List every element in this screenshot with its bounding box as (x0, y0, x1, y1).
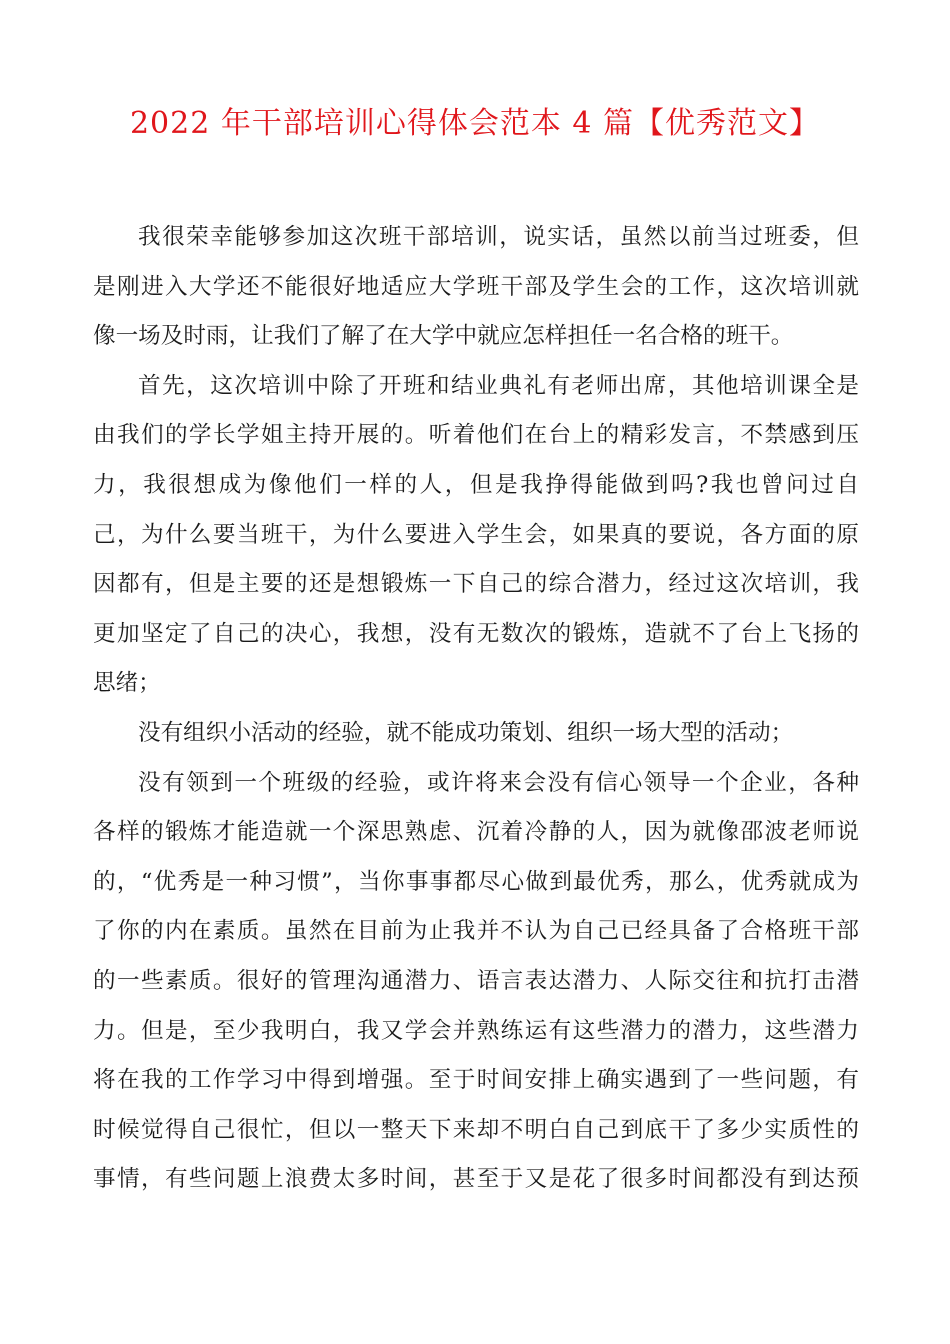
body-text-line: 由我们的学长学姐主持开展的。听着他们在台上的精彩发言，不禁感到压 (93, 422, 859, 449)
body-text-line: 时候觉得自己很忙，但以一整天下来却不明白自己到底干了多少实质性的 (93, 1116, 859, 1143)
body-text-line: 更加坚定了自己的决心，我想，没有无数次的锻炼，造就不了台上飞扬的 (93, 620, 859, 647)
body-text-line: 的，“优秀是一种习惯”，当你事事都尽心做到最优秀，那么，优秀就成为 (93, 868, 859, 895)
body-text-line: 己，为什么要当班干，为什么要进入学生会，如果真的要说，各方面的原 (93, 521, 859, 548)
body-text-line: 各样的锻炼才能造就一个深思熟虑、沉着冷静的人，因为就像邵波老师说 (93, 819, 859, 846)
body-text-line: 是刚进入大学还不能很好地适应大学班干部及学生会的工作，这次培训就 (93, 273, 859, 300)
document-title: 2022 年干部培训心得体会范本 4 篇【优秀范文】 (129, 106, 821, 141)
body-text-line: 将在我的工作学习中得到增强。至于时间安排上确实遇到了一些问题，有 (93, 1067, 859, 1094)
body-text-line: 首先，这次培训中除了开班和结业典礼有老师出席，其他培训课全是 (138, 372, 859, 399)
body-text-line: 事情，有些问题上浪费太多时间，甚至于又是花了很多时间都没有到达预 (93, 1166, 859, 1193)
body-text-line: 我很荣幸能够参加这次班干部培训，说实话，虽然以前当过班委，但 (138, 224, 859, 250)
body-text-line: 没有领到一个班级的经验，或许将来会没有信心领导一个企业，各种 (138, 769, 859, 796)
body-text-line: 没有组织小活动的经验，就不能成功策划、组织一场大型的活动； (138, 719, 794, 746)
body-text-line: 力，我很想成为像他们一样的人，但是我挣得能做到吗?我也曾问过自 (93, 471, 859, 498)
body-text-line: 了你的内在素质。虽然在目前为止我并不认为自己已经具备了合格班干部 (93, 918, 859, 945)
body-text-line: 像一场及时雨，让我们了解了在大学中就应怎样担任一名合格的班干。 (93, 323, 794, 350)
body-text-line: 因都有，但是主要的还是想锻炼一下自己的综合潜力，经过这次培训，我 (93, 571, 859, 598)
body-text-line: 思绪； (93, 670, 161, 697)
body-text-line: 力。但是，至少我明白，我又学会并熟练运有这些潜力的潜力，这些潜力 (93, 1017, 859, 1044)
document-body (93, 219, 859, 1211)
body-text-line: 的一些素质。很好的管理沟通潜力、语言表达潜力、人际交往和抗打击潜 (93, 967, 859, 994)
